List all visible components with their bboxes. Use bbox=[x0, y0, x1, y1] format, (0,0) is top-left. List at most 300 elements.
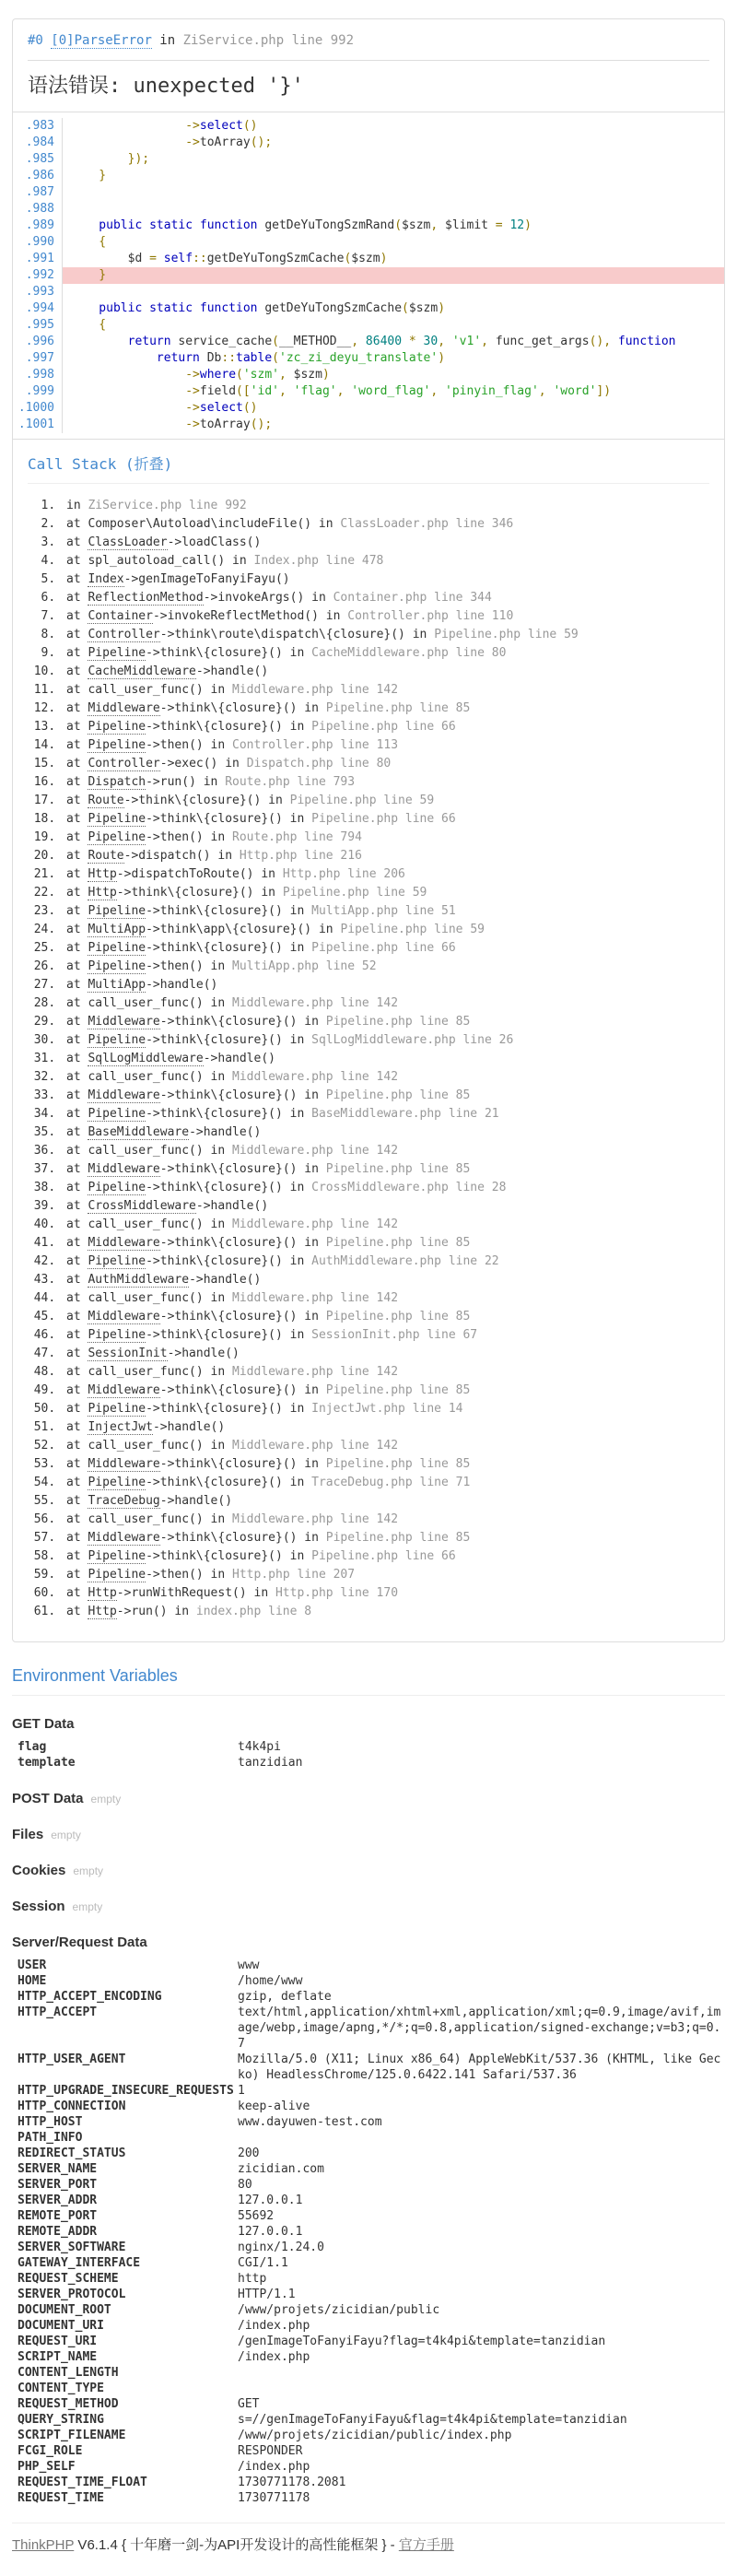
text-segment: ( bbox=[272, 351, 279, 365]
text-segment: service_cache bbox=[178, 335, 273, 348]
stack-class-abbr: CrossMiddleware bbox=[88, 1199, 196, 1213]
line-number: 987. bbox=[13, 184, 63, 201]
text-segment: ->think\{closure}() in bbox=[123, 794, 290, 807]
text-segment: :: bbox=[193, 252, 207, 265]
stack-item bbox=[63, 1289, 709, 1308]
text-segment: = bbox=[487, 218, 510, 232]
file-location: Pipeline.php line 66 bbox=[311, 941, 456, 955]
env-section-title-server-request-data: Server/Request Data bbox=[12, 1935, 147, 1950]
text-segment: at call_user_func() in bbox=[66, 996, 233, 1010]
text-segment: } bbox=[70, 268, 107, 282]
text-segment: }); bbox=[70, 152, 150, 166]
env-key: CONTENT_LENGTH bbox=[18, 2366, 119, 2380]
text-segment: ->think\{closure}() in bbox=[146, 646, 312, 660]
manual-link[interactable]: 官方手册 bbox=[398, 2537, 454, 2553]
stack-item bbox=[63, 847, 709, 865]
stack-class-abbr: Pipeline bbox=[88, 1549, 146, 1563]
env-value: tanzidian bbox=[238, 1756, 303, 1770]
stack-class-abbr: Pipeline bbox=[88, 1254, 146, 1268]
text-segment: ->think\{closure}() in bbox=[159, 1015, 326, 1029]
text-segment: at bbox=[66, 1494, 88, 1508]
env-value: 1 bbox=[238, 2084, 245, 2098]
env-key: DOCUMENT_URI bbox=[18, 2319, 104, 2333]
env-value: nginx/1.24.0 bbox=[238, 2241, 324, 2254]
code-line bbox=[13, 168, 724, 184]
stack-class-abbr: Http bbox=[88, 867, 117, 881]
stack-item bbox=[63, 994, 709, 1013]
line-number: 985. bbox=[13, 151, 63, 168]
code-line bbox=[13, 151, 724, 168]
text-segment: func_get_args bbox=[495, 335, 590, 348]
text-segment: ->runWithRequest() in bbox=[116, 1586, 275, 1600]
line-number: 993. bbox=[13, 284, 63, 300]
stack-class-abbr: Pipeline bbox=[88, 941, 146, 955]
text-segment: at bbox=[66, 665, 88, 678]
text-segment: at spl_autoload_call() in bbox=[66, 554, 254, 568]
file-location: Pipeline.php line 85 bbox=[325, 701, 471, 715]
env-value: 127.0.0.1 bbox=[238, 2225, 303, 2239]
file-location: MultiApp.php line 51 bbox=[311, 904, 456, 918]
file-location: Http.php line 207 bbox=[232, 1568, 356, 1582]
stack-class-abbr: MultiApp bbox=[88, 923, 146, 936]
env-key: template bbox=[18, 1756, 76, 1770]
file-location: Route.php line 793 bbox=[225, 775, 356, 789]
table-row bbox=[12, 2052, 725, 2083]
text-segment: at bbox=[66, 1015, 88, 1029]
text-segment: at bbox=[66, 867, 88, 881]
env-key: DOCUMENT_ROOT bbox=[18, 2303, 111, 2317]
text-segment: at bbox=[66, 572, 88, 586]
file-location: Pipeline.php line 66 bbox=[311, 812, 456, 826]
text-segment: ->think\{closure}() in bbox=[159, 701, 326, 715]
env-value: zicidian.com bbox=[238, 2162, 324, 2176]
source-code bbox=[13, 112, 724, 440]
code-text bbox=[63, 300, 724, 317]
text-segment: ->handle() bbox=[189, 1125, 262, 1139]
env-value: s=//genImageToFanyiFayu&flag=t4k4pi&template=tanzidian bbox=[238, 2413, 627, 2427]
env-section-title-session: Session empty bbox=[12, 1899, 103, 1914]
text-segment: ->then() in bbox=[146, 738, 233, 752]
file-location: Pipeline.php line 66 bbox=[311, 1549, 456, 1563]
text-segment: ) bbox=[524, 218, 532, 232]
text-segment: at bbox=[66, 1347, 88, 1360]
stack-class-abbr: ClassLoader bbox=[88, 535, 168, 549]
text-segment: at bbox=[66, 628, 88, 641]
env-value: /index.php bbox=[238, 2350, 310, 2364]
stack-item bbox=[63, 958, 709, 976]
text-segment: ->handle() bbox=[152, 1420, 226, 1434]
text-segment: 'pinyin_flag' bbox=[445, 384, 539, 398]
code-line-error bbox=[13, 267, 724, 284]
text-segment: 86400 bbox=[365, 335, 403, 348]
file-location: Dispatch.php line 80 bbox=[246, 757, 392, 770]
env-key: FCGI_ROLE bbox=[18, 2444, 83, 2458]
text-segment: at bbox=[66, 941, 88, 955]
stack-item bbox=[63, 1234, 709, 1253]
text-segment: -> bbox=[70, 368, 200, 382]
stack-class-abbr: Pipeline bbox=[88, 904, 146, 918]
file-location: index.php line 8 bbox=[195, 1605, 312, 1618]
environment-section bbox=[12, 1666, 725, 2506]
env-key: REDIRECT_STATUS bbox=[18, 2147, 126, 2160]
file-location: Middleware.php line 142 bbox=[232, 996, 399, 1010]
env-section-title-files: Files empty bbox=[12, 1827, 81, 1842]
text-segment: toArray bbox=[199, 135, 251, 149]
code-text bbox=[63, 400, 724, 417]
code-text bbox=[63, 151, 724, 168]
stack-item bbox=[63, 1105, 709, 1123]
env-value: gzip, deflate bbox=[238, 1990, 332, 2004]
text-segment: , bbox=[538, 384, 554, 398]
code-line bbox=[13, 118, 724, 135]
env-section-title-get-data: GET Data bbox=[12, 1716, 75, 1732]
table-row bbox=[12, 2443, 725, 2459]
text-segment: select bbox=[199, 401, 243, 415]
table-row bbox=[12, 2177, 725, 2193]
code-text bbox=[63, 218, 724, 234]
code-text bbox=[63, 350, 724, 367]
text-segment: at bbox=[66, 1162, 88, 1176]
table-row bbox=[12, 2224, 725, 2240]
text-segment: at bbox=[66, 1236, 88, 1250]
env-key: HTTP_ACCEPT_ENCODING bbox=[18, 1990, 162, 2004]
code-line bbox=[13, 184, 724, 201]
file-location: Middleware.php line 142 bbox=[232, 1144, 399, 1158]
thinkphp-link[interactable]: ThinkPHP bbox=[12, 2537, 75, 2553]
env-key: PHP_SELF bbox=[18, 2460, 76, 2474]
text-segment: at bbox=[66, 978, 88, 992]
file-location: BaseMiddleware.php line 21 bbox=[311, 1107, 499, 1121]
stack-item bbox=[63, 1123, 709, 1142]
text-segment: where bbox=[199, 368, 237, 382]
stack-class-abbr: Middleware bbox=[88, 1162, 160, 1176]
table-row bbox=[12, 2381, 725, 2396]
stack-class-abbr: Pipeline bbox=[88, 959, 146, 973]
env-table-server-request-data bbox=[12, 1958, 725, 2506]
env-value: RESPONDER bbox=[238, 2444, 303, 2458]
stack-item bbox=[63, 1547, 709, 1566]
call-stack-title: Call Stack (折叠) bbox=[28, 440, 709, 484]
stack-item bbox=[63, 921, 709, 939]
code-text bbox=[63, 168, 724, 184]
table-row bbox=[12, 1755, 725, 1770]
code-line bbox=[13, 201, 724, 218]
stack-class-abbr: Controller bbox=[88, 628, 160, 641]
call-stack-section bbox=[13, 440, 724, 1641]
text-segment: at bbox=[66, 886, 88, 900]
stack-item bbox=[63, 663, 709, 681]
text-segment: (); bbox=[250, 418, 273, 431]
stack-item bbox=[63, 1474, 709, 1492]
file-location: Pipeline.php line 85 bbox=[325, 1015, 471, 1029]
text-segment: ->think\{closure}() in bbox=[159, 1236, 326, 1250]
env-key: SERVER_PROTOCOL bbox=[18, 2288, 126, 2301]
stack-item bbox=[63, 902, 709, 921]
line-number: 1000. bbox=[13, 400, 63, 417]
env-value: http bbox=[238, 2272, 267, 2286]
table-row bbox=[12, 2318, 725, 2334]
env-value: /index.php bbox=[238, 2460, 310, 2474]
text-segment: ( bbox=[236, 368, 243, 382]
code-text bbox=[63, 201, 724, 218]
text-segment: ->think\{closure}() in bbox=[146, 1107, 312, 1121]
stack-class-abbr: Middleware bbox=[88, 1088, 160, 1102]
env-value: HTTP/1.1 bbox=[238, 2288, 296, 2301]
stack-item bbox=[63, 736, 709, 755]
text-segment: at bbox=[66, 1457, 88, 1471]
text-segment: ) bbox=[380, 252, 388, 265]
text-segment: ->dispatch() in bbox=[123, 849, 240, 863]
stack-item bbox=[63, 1031, 709, 1050]
env-value bbox=[238, 2130, 725, 2146]
table-row bbox=[12, 2475, 725, 2490]
stack-item bbox=[63, 939, 709, 958]
code-line bbox=[13, 417, 724, 433]
text-segment: field bbox=[199, 384, 237, 398]
text-segment: , bbox=[279, 368, 294, 382]
text-segment: at bbox=[66, 1328, 88, 1342]
text-segment: ->exec() in bbox=[159, 757, 247, 770]
text-segment: :: bbox=[221, 351, 237, 365]
line-number: 995. bbox=[13, 317, 63, 334]
env-key: REMOTE_ADDR bbox=[18, 2225, 98, 2239]
text-segment: { bbox=[70, 318, 107, 332]
text-segment: at bbox=[66, 1402, 88, 1416]
text-segment: ) bbox=[438, 351, 446, 365]
stack-item bbox=[63, 792, 709, 810]
line-number: 986. bbox=[13, 168, 63, 184]
file-location: CrossMiddleware.php line 28 bbox=[311, 1181, 507, 1194]
stack-class-abbr: Pipeline bbox=[88, 1476, 146, 1489]
stack-item bbox=[63, 1418, 709, 1437]
stack-item bbox=[63, 1529, 709, 1547]
stack-item bbox=[63, 829, 709, 847]
text-segment: 'szm' bbox=[242, 368, 279, 382]
text-segment: at bbox=[66, 959, 88, 973]
stack-item bbox=[63, 589, 709, 607]
line-number: 997. bbox=[13, 350, 63, 367]
text-segment: ( bbox=[272, 335, 279, 348]
file-location: SessionInit.php line 67 bbox=[311, 1328, 478, 1342]
text-segment: $szm bbox=[293, 368, 322, 382]
file-location: Pipeline.php line 66 bbox=[311, 720, 456, 734]
stack-class-abbr: AuthMiddleware bbox=[88, 1273, 190, 1287]
text-segment: ->think\{closure}() in bbox=[146, 812, 312, 826]
text-segment: at Composer\Autoload\includeFile() in bbox=[66, 517, 341, 531]
table-row bbox=[12, 2208, 725, 2224]
stack-item bbox=[63, 1050, 709, 1068]
call-stack-list bbox=[28, 484, 709, 1627]
stack-item bbox=[63, 681, 709, 700]
text-segment: ) bbox=[438, 301, 446, 315]
env-key: HTTP_USER_AGENT bbox=[18, 2053, 126, 2066]
code-line bbox=[13, 400, 724, 417]
stack-item bbox=[63, 773, 709, 792]
stack-class-abbr: InjectJwt bbox=[88, 1420, 153, 1434]
empty-label: empty bbox=[72, 1900, 103, 1913]
file-location: Pipeline.php line 59 bbox=[340, 923, 485, 936]
stack-class-abbr: Route bbox=[88, 794, 124, 807]
env-value: 80 bbox=[238, 2178, 252, 2192]
text-segment: in bbox=[66, 499, 88, 512]
env-value: Mozilla/5.0 (X11; Linux x86_64) AppleWebKit/537.36 (KHTML, like Gecko) HeadlessChrome/125.0.6422.141 Safari/537.36 bbox=[238, 2053, 721, 2082]
text-segment: at bbox=[66, 701, 88, 715]
exception-panel bbox=[12, 18, 725, 1642]
file-location: Middleware.php line 142 bbox=[232, 1512, 399, 1526]
env-value bbox=[238, 2365, 725, 2381]
text-segment: ->handle() bbox=[203, 1052, 275, 1065]
code-text bbox=[63, 367, 724, 383]
file-location: AuthMiddleware.php line 22 bbox=[311, 1254, 499, 1268]
line-number: 996. bbox=[13, 334, 63, 350]
text-segment: -> bbox=[70, 418, 200, 431]
text-segment: at call_user_func() in bbox=[66, 1070, 233, 1084]
code-line bbox=[13, 218, 724, 234]
text-segment: 30 bbox=[423, 335, 439, 348]
text-segment: ->handle() bbox=[189, 1273, 262, 1287]
env-value: /genImageToFanyiFayu?flag=t4k4pi&template=tanzidian bbox=[238, 2335, 606, 2348]
stack-class-abbr: Pipeline bbox=[88, 830, 146, 844]
stack-item bbox=[63, 1437, 709, 1455]
text-segment: at bbox=[66, 1310, 88, 1323]
text-segment: at bbox=[66, 904, 88, 918]
text-segment: ->invokeReflectMethod() in bbox=[152, 609, 348, 623]
text-segment: -> bbox=[70, 135, 200, 149]
text-segment: at bbox=[66, 1605, 88, 1618]
stack-class-abbr: Dispatch bbox=[88, 775, 146, 789]
text-segment: ->handle() bbox=[159, 1494, 233, 1508]
stack-item bbox=[63, 810, 709, 829]
file-location: Middleware.php line 142 bbox=[232, 1291, 399, 1305]
file-location: Middleware.php line 142 bbox=[232, 1439, 399, 1453]
stack-item bbox=[63, 1400, 709, 1418]
table-row bbox=[12, 2490, 725, 2506]
text-segment: at bbox=[66, 923, 88, 936]
stack-class-abbr: Pipeline bbox=[88, 812, 146, 826]
stack-item bbox=[63, 1013, 709, 1031]
text-segment: ->think\{closure}() in bbox=[159, 1088, 326, 1102]
text-segment: ->then() in bbox=[146, 830, 233, 844]
table-row bbox=[12, 2412, 725, 2428]
text-segment: at bbox=[66, 812, 88, 826]
text-segment: ->think\{closure}() in bbox=[159, 1531, 326, 1545]
line-number: 1001. bbox=[13, 417, 63, 433]
text-segment: table bbox=[236, 351, 273, 365]
stack-item bbox=[63, 1160, 709, 1179]
text-segment: at bbox=[66, 1476, 88, 1489]
text-segment: -> bbox=[70, 401, 200, 415]
text-segment: ->think\{closure}() in bbox=[146, 904, 312, 918]
text-segment: ->think\{closure}() in bbox=[116, 886, 283, 900]
file-location: Middleware.php line 142 bbox=[232, 683, 399, 697]
file-location: Middleware.php line 142 bbox=[232, 1365, 399, 1379]
stack-class-abbr: Pipeline bbox=[88, 1033, 146, 1047]
table-row bbox=[12, 2459, 725, 2475]
stack-item bbox=[63, 1197, 709, 1216]
env-key: SCRIPT_FILENAME bbox=[18, 2429, 126, 2442]
text-segment: toArray bbox=[199, 418, 251, 431]
file-location: Pipeline.php line 59 bbox=[289, 794, 435, 807]
stack-item bbox=[63, 865, 709, 884]
text-segment: ]) bbox=[596, 384, 612, 398]
text-segment: public static function bbox=[70, 301, 265, 315]
stack-class-abbr: ReflectionMethod bbox=[88, 591, 204, 605]
table-row bbox=[12, 2255, 725, 2271]
text-segment: * bbox=[402, 335, 424, 348]
error-file-location: ZiService.php line 992 bbox=[182, 33, 355, 48]
stack-item bbox=[63, 1179, 709, 1197]
stack-item bbox=[63, 718, 709, 736]
text-segment: at bbox=[66, 757, 88, 770]
text-segment: 'flag' bbox=[293, 384, 337, 398]
env-key: SERVER_PORT bbox=[18, 2178, 98, 2192]
text-segment: , bbox=[430, 384, 446, 398]
text-segment: ->think\{closure}() in bbox=[146, 1549, 312, 1563]
text-segment: 'word_flag' bbox=[351, 384, 431, 398]
file-location: InjectJwt.php line 14 bbox=[311, 1402, 463, 1416]
text-segment: at bbox=[66, 1125, 88, 1139]
line-number: 998. bbox=[13, 367, 63, 383]
code-line bbox=[13, 284, 724, 300]
code-text bbox=[63, 417, 724, 433]
text-segment: ->handle() bbox=[195, 665, 269, 678]
text-segment: at bbox=[66, 1531, 88, 1545]
stack-item bbox=[63, 1566, 709, 1584]
stack-item bbox=[63, 1087, 709, 1105]
table-row bbox=[12, 2161, 725, 2177]
code-line bbox=[13, 334, 724, 350]
text-segment: () bbox=[242, 401, 258, 415]
text-segment: at bbox=[66, 1107, 88, 1121]
text-segment: getDeYuTongSzmCache bbox=[264, 301, 403, 315]
file-location: Pipeline.php line 59 bbox=[282, 886, 427, 900]
file-location: Pipeline.php line 59 bbox=[434, 628, 579, 641]
error-class-abbr: [0]ParseError bbox=[51, 33, 152, 48]
file-location: Http.php line 170 bbox=[275, 1586, 399, 1600]
env-value: 55692 bbox=[238, 2209, 275, 2223]
env-table-get-data bbox=[12, 1739, 725, 1770]
text-segment: ->think\app\{closure}() in bbox=[146, 923, 341, 936]
code-line bbox=[13, 135, 724, 151]
env-value: CGI/1.1 bbox=[238, 2256, 288, 2270]
env-key: HTTP_CONNECTION bbox=[18, 2100, 126, 2113]
text-segment: , bbox=[336, 384, 352, 398]
code-line bbox=[13, 300, 724, 317]
env-key: PATH_INFO bbox=[18, 2131, 83, 2145]
text-segment: -> bbox=[70, 384, 200, 398]
text-segment: 'id' bbox=[250, 384, 279, 398]
text-segment: ->think\{closure}() in bbox=[159, 1310, 326, 1323]
text-segment: 'word' bbox=[553, 384, 597, 398]
footer-version-text: V6.1.4 { 十年磨一剑-为API开发设计的高性能框架 } - bbox=[74, 2537, 399, 2553]
empty-label: empty bbox=[90, 1793, 122, 1806]
footer bbox=[12, 2523, 725, 2558]
file-location: MultiApp.php line 52 bbox=[232, 959, 377, 973]
env-section-title-post-data: POST Data empty bbox=[12, 1791, 122, 1806]
stack-class-abbr: Container bbox=[88, 609, 153, 623]
text-segment: at call_user_func() in bbox=[66, 1144, 233, 1158]
stack-class-abbr: Http bbox=[88, 1586, 117, 1600]
text-segment: , bbox=[430, 218, 446, 232]
text-segment: $szm bbox=[351, 252, 380, 265]
text-segment: at bbox=[66, 646, 88, 660]
table-row bbox=[12, 2334, 725, 2349]
stack-class-abbr: SqlLogMiddleware bbox=[88, 1052, 204, 1065]
text-segment: getDeYuTongSzmCache bbox=[206, 252, 345, 265]
stack-class-abbr: Http bbox=[88, 886, 117, 900]
table-row bbox=[12, 2365, 725, 2381]
stack-class-abbr: Http bbox=[88, 1605, 117, 1618]
